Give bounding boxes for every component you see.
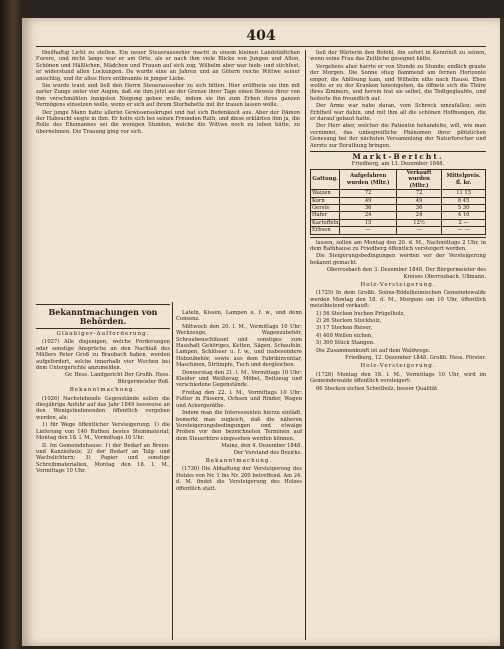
middle-column [176,310,302,640]
notice-paragraph: (1027) Alle diejenigen, welche Forderungen oder sonstige Ansprüche an den Nachlaß des Müllers Peter Groß zu Braubach haben, werden aufgefordert, solche innerhalb vier Wochen bei dem Untergerichte anzumelden. [36,339,170,372]
article-paragraph: Der Herr aber, welcher die Patientin behandelte, will, wie man vernimmt, das unbegreifliche Phänomen ihrer plötzlichen Genesung bei der nächsten Versammlung der Naturforscher und Aerzte zur Berathung bringen. [310,123,486,149]
market-table [310,169,486,235]
market-cell: 36 [396,204,441,211]
market-cell: 49 [340,197,397,204]
market-col-header: Mittelpreis. fl. kr. [442,169,486,189]
market-cell: 12½ [396,219,441,226]
notice-paragraph: 1) für Wege öffentlicher Versteigerung: 1) die Lieferung von 140 Ruthen bestes Steinmaterial; Montag den 18. l. M., Vormittags 10 Uhr. [36,422,170,442]
article-paragraph: theilhaftig Licht zu stellen. Ein neuer Steuerausseher macht in einem kleinen Landstädtchen Furore, und nicht lange war er am Orte, als er nach ihm viele Blicke von Jungen und Alten, Schönen und Häßlichen, Mädchen und Frauen auf sich zog. Wilhelm aber war hieb- und stichfest, er widerstand allen Lockungen. Da wurde eine an Jahren und an Gütern reiche Wittwe seiner ansichtig, und ihr altes Herz entbrannte in junger Liebe. [36,50,300,82]
header-rule [36,46,486,47]
notice-paragraph: 66 Stecken eichen Scheitholz, besser Qualität. [316,385,439,392]
notice-signature: Friedberg, 12. Dezember 1848. Großh. Hess. Förster. [345,355,486,362]
notice-paragraph: (1728) Montag den 18. l. M., Vormittags 10 Uhr, wird im Gemeindewalde öffentlich versteigert: [310,371,486,385]
book-spine [0,0,22,649]
notice-paragraph: Mittwoch den 20. l. M., Vormittags 10 Uhr: Werkzeuge, Wagenzubehör, Schraubenschlüssel und sonstiges zum Haushalt Gehöriges, Ketten, Sägen, Schaufeln, Lampen, Schlösser u. f. w., und insbesondere Holzzubehör, sowie aus dem Fabrikinventar, Maschinen, Strümpfe, Tuch und dergleichen. [176,323,302,369]
notices-column [36,302,170,640]
article-left-top [36,50,300,298]
section-rule [310,237,486,238]
market-row [311,219,486,226]
notice-list-item: 4) 400 Wellen eichen, [316,332,373,339]
market-row [311,197,486,204]
market-cell: 49 [396,197,441,204]
notice-paragraph: Die Steigerungsbedingungen werden vor der Versteigerung bekannt gemacht. [310,253,486,266]
notice-paragraph: (1725) In dem Großh. Solms-Rödelheimischen Gemeindewalde werden Montag den 18. d. M., Morgens um 10 Uhr, öffentlich meistbietend verkauft: [310,290,486,310]
column-divider [305,50,306,640]
market-cell: 72 [340,190,397,197]
notice-signature: Gr. Hess. Landgericht Der Großh. Hess. Bürgermeister Roß. [64,372,170,385]
market-row [311,212,486,219]
notice-list-item: 2) 26 Stecken Stockholz, [316,318,382,325]
market-header-row [311,169,486,189]
market-cell: — — [442,227,486,234]
market-cell: Hafer [311,212,340,219]
market-cell: 8 45 [442,197,486,204]
notice-paragraph: II. Im Gemeindehause: 1) der Bedarf an Brenn- und Kanzleiholz; 2) der Bedarf an Talg- und Wachslichtern; 3) Papier und sonstige Schreibmaterialien, Montag den 18. l. M., Vormittags 10 Uhr. [36,442,170,475]
notice-list-item: 5) 300 Stück Stangen. [316,340,375,347]
notice-paragraph: Die Zusammenkunft ist auf dem Waldwege. [316,347,431,354]
article-paragraph: Der junge Mann hatte allerlei Gewissensskrupel und hat sich Bedenkzeit aus. Aber der Dämon der Habsucht siegte in ihm. Er holte sich bei seinen Freunden Rath, und diese erklärten ihm ja, die Rolle des Ehemannes sei die wenigen Stunden, welche die Wittwe noch zu leben hätte, zu übernehmen. Die Trauung ging vor sich. [36,109,300,135]
notice-list-item: 3) 17 Stecken Reiser, [316,325,372,332]
right-column [310,50,486,640]
market-table-body [311,190,486,234]
notice-paragraph: (1730) Die Abhaltung der Versteigerung des Holzes von Nr. 1 bis Nr. 200 betreffend. Am 24. d. M. findet die Versteigerung des Holzes öffentlich statt. [176,466,302,492]
page-number: 404 [246,28,276,44]
market-cell: Waizen [311,190,340,197]
notices-heading: Bekanntmachungen von Behörden. [48,307,158,326]
market-cell: 36 [340,204,397,211]
article-paragraph: Vergebens aber harrte er von Stunde zu Stunde; endlich graute der Morgen. Die Sonne stieg flammend am fernen Horizonte empor, die Ablösung kam, und Wilhelm eilte nach Hause. Eben wollte er zu der Kranken hineingehen, da öffnete sich die Thüre ihres Zimmers, und herein trat sie selbst, die Todtgeglaubte, und heiterte ihn freundlich auf. [310,63,486,102]
newspaper-page [22,18,500,646]
column-divider [172,302,173,640]
market-cell: Korn [311,197,340,204]
notice-paragraph: Freitag den 22. l. M., Vormittags 10 Uhr: Futter in Fässern, Ochsen und Rinder, Wagen und Ackergeräthe. [176,389,302,409]
notice-subheading: Gläubiger-Aufforderung. [56,331,150,337]
market-row [311,204,486,211]
market-date: Friedberg, am 13. Dezember 1848. [351,160,445,167]
market-cell: 11 15 [442,190,486,197]
market-row [311,227,486,234]
market-cell: 24 [396,212,441,219]
market-col-header: Verkauft wurden (Mltr.) [396,169,441,189]
page-edge [500,18,504,646]
market-cell: 72 [396,190,441,197]
market-cell: 15 [340,219,397,226]
notice-paragraph: (1026) Nachstehende Gegenstände sollen die diesjährige Anfuhr auf das Jahr 1849 loosweise an den Wenigstnehmenden öffentlich vergeben werden, als: [36,395,170,421]
notice-signature: Oberrosbach den 3. Dezember 1848. Der Bürgermeister des Kreises Oberrosbach. Ullmann. [326,267,486,280]
notice-subheading: Holz-Versteigerung. [360,282,436,288]
market-cell: — [396,227,441,234]
market-col-header: Aufgefahren wurden (Mltr.) [340,169,397,189]
market-col-header: Gattung. [311,169,340,189]
notice-subheading: Bekanntmachung. [69,387,137,394]
market-cell: Erbsen [311,227,340,234]
notice-date: Mainz, den 4. Dezember 1848. [221,443,302,450]
article-paragraph: ließ der Wärterin den Befehl, ihn sofort in Kenntniß zu setzen, wenn seine Frau das Zeitliche gesegnet hätte. [310,50,486,63]
notice-paragraph: Donnerstag den 21. l. M., Vormittags 10 Uhr: Kleider und Weißzeug, Möbel, Bettzeug und verschiedene Gegenstände. [176,369,302,389]
section-rule [36,328,170,329]
notice-paragraph: Indem man die Interessenten hierzu einlädt, bemerkt man zugleich, daß die näheren Versteigerungsbedingungen und etwaige Proben vor den bezeichneten Terminen auf dem Steuerbüro eingesehen werden können. [176,410,302,442]
market-cell: — [340,227,397,234]
notice-subheading: Bekanntmachung. [205,457,273,464]
notice-paragraph: Lateln, Kissen, Lampen u. f. w., und denn Consenz. [176,310,302,323]
section-rule [36,304,170,305]
market-cell: Gerste [311,204,340,211]
market-cell: 4 10 [442,212,486,219]
notice-list-item: 1) 56 Stecken buchen Prügelholz, [316,310,405,317]
market-row [311,190,486,197]
market-cell: 5 30 [442,204,486,211]
article-paragraph: Sie wurde traut und ließ den Herrn Steuerausseher zu sich bitten. Hier eröffnete sie ihm mit zarter Zunge unter vier Augen, daß sie ihm jetzt an der Grenze ihrer Tage einen Beweis ihrer von ihm verschmähten innigsten Neigung geben wolle, indem sie ihn zum Erben ihres ganzen Vermögens einsetzen wolle, wenn er sich auf ihrem Sterbebette mit ihr trauen lassen wolle. [36,83,300,109]
article-paragraph: Der Arme war nahe daran, vom Schreck umzufallen; sein Erbtheil war dahin, und mit ihm all die schönen Hoffnungen, die er darauf gebaut hatte. [310,103,486,123]
market-cell: 2 — [442,219,486,226]
market-heading: Markt-Bericht. [352,152,444,162]
notice-paragraph: lassen, sollen am Montag den 20. d. M., Nachmittags 2 Uhr, in dem Rathhause zu Friedberg öffentlich versteigert werden. [310,239,486,252]
notice-subheading: Holz-Versteigerung. [360,363,436,370]
market-cell: 24 [340,212,397,219]
market-cell: Kartoffeln [312,219,339,226]
notice-signature: Der Vorstand des Bezirks. [233,449,302,456]
